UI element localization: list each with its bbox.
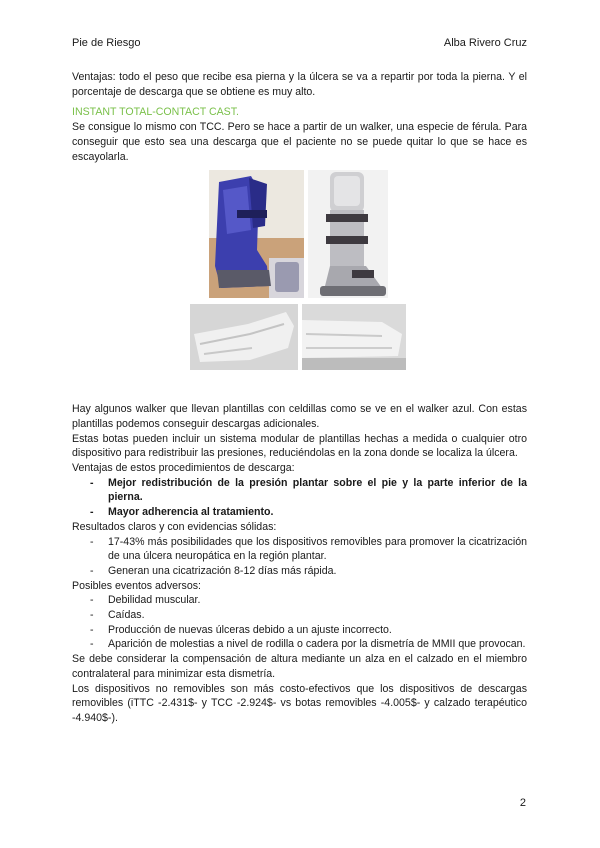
list-item: - Mayor adherencia al tratamiento. <box>72 505 527 520</box>
header-author: Alba Rivero Cruz <box>443 37 527 49</box>
list-item: - Caídas. <box>72 608 527 623</box>
cast-image-left <box>190 304 298 370</box>
blue-walker-image <box>209 170 304 298</box>
ventajas-label: Ventajas de estos procedimientos de descarga: <box>72 462 295 475</box>
list-item: - Aparición de molestias a nivel de rodilla o cadera por la dismetría de MMII que provocan. <box>72 637 527 652</box>
adversos-list <box>72 593 527 652</box>
list-item: - Debilidad muscular. <box>72 593 527 608</box>
paragraph-walker: Hay algunos walker que llevan plantillas con celdillas como se ve en el walker azul. Con estas plantillas podemos conseguir descargas adicionales. <box>72 403 527 430</box>
adversos-label: Posibles eventos adversos: <box>72 579 201 592</box>
paragraph-botas: Estas botas pueden incluir un sistema modular de plantillas hechas a medida o cualquier otro dispositivo para redistribuir las presiones, reduciéndolas en la zona donde se localiza la úlcera. <box>72 432 527 460</box>
cast-image-right <box>302 304 406 370</box>
resultados-list <box>72 535 527 579</box>
header-title: Pie de Riesgo <box>72 37 141 49</box>
section-subtitle: INSTANT TOTAL-CONTACT CAST. <box>72 106 239 119</box>
list-item: - 17-43% más posibilidades que los dispositivos removibles para promover la cicatrización de una úlcera neuropática en la región plantar. <box>72 535 527 564</box>
paragraph-costo: Los dispositivos no removibles son más costo-efectivos que los dispositivos de descargas removibles (iTTC -2.431$- y TCC -2.924$- vs botas removibles -4.005$- y calzado terapéutico -4.940$-). <box>72 682 527 724</box>
resultados-label: Resultados claros y con evidencias sólidas: <box>72 520 277 533</box>
page-content <box>72 70 527 726</box>
images-block <box>72 170 527 388</box>
gray-walker-image <box>308 170 388 298</box>
list-item: - Generan una cicatrización 8-12 días más rápida. <box>72 564 527 579</box>
paragraph-considerar: Se debe considerar la compensación de altura mediante un alza en el calzado en el miembro contralateral para minimizar esta dismetría. <box>72 653 527 680</box>
paragraph-consigue: Se consigue lo mismo con TCC. Pero se hace a partir de un walker, una especie de férula. Para conseguir que esto sea una descarga que el paciente no se puede quitar lo que se hace es escayolarla. <box>72 121 527 163</box>
paragraph-ventajas: Ventajas: todo el peso que recibe esa pierna y la úlcera se va a repartir por toda la pierna. Y el porcentaje de descarga que se obtiene es muy alto. <box>72 71 527 98</box>
ventajas-list <box>72 476 527 520</box>
page-number: 2 <box>519 797 526 809</box>
list-item: - Producción de nuevas úlceras debido a un ajuste incorrecto. <box>72 623 527 638</box>
list-item: - Mejor redistribución de la presión plantar sobre el pie y la parte inferior de la pierna. <box>72 476 527 505</box>
